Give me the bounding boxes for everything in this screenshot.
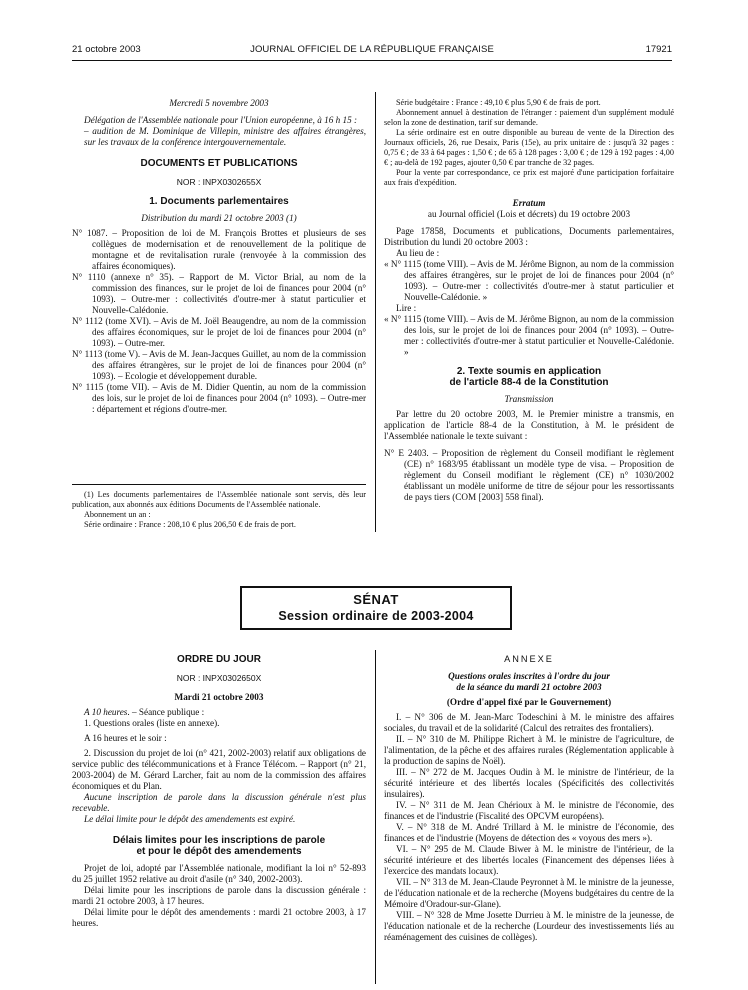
erratum-text: Page 17858, Documents et publications, Documents parlementaires, Distribution du lundi 20 octobre 2003 : — [384, 226, 674, 247]
erratum-quote-old: « N° 1115 (tome VIII). – Avis de M. Jérôme Bignon, au nom de la commission des affaires étrangères, sur le projet de loi de finances pour 2004 (n° 1093). – Outre-mer : collectivités d'outre-mer à statut particulier et Nouvelle-Calédonie. » — [384, 259, 674, 302]
lire-label: Lire : — [396, 303, 417, 313]
question-item: II. – N° 310 de M. Philippe Richert à M. le ministre de l'agriculture, de l'alimentation, de la pêche et des affaires rurales (Réglementation applicable à la production de sapins de Noël). — [384, 734, 674, 766]
day-heading: Mercredi 5 novembre 2003 — [169, 98, 269, 108]
header-journal-title: JOURNAL OFFICIEL DE LA RÉPUBLIQUE FRANÇAISE — [250, 44, 494, 55]
ne-2403-item: N° E 2403. – Proposition de règlement du Conseil modifiant le règlement (CE) n° 1683/95 établissant un modèle type de visa. – Proposition de règlement du Conseil modifiant le règlement (CE) n° 1030/2002 établissant un modèle uniforme de titre de séjour pour les ressortissants de pays tiers (COM [2003] 558 final). — [384, 448, 674, 502]
questions-orales-line: 1. Questions orales (liste en annexe). — [84, 718, 220, 728]
question-item: IV. – N° 311 de M. Jean Chérioux à M. le ministre de l'économie, des finances et de l'industrie (Fiscalité des OPCVM européens). — [384, 800, 674, 821]
transmission-text: Par lettre du 20 octobre 2003, M. le Premier ministre a transmis, en application de l'article 88-4 de la Constitution, à M. le président de l'Assemblée nationale le texte suivant : — [384, 409, 674, 441]
abonnement-etranger: Abonnement annuel à destination de l'étranger : paiement d'un supplément modulé selon la zone de destination, tarif sur demande. — [384, 108, 674, 127]
question-item: VII. – N° 313 de M. Jean-Claude Peyronnet à M. le ministre de la jeunesse, de l'éducation nationale et de la recherche (Moyens budgétaires du centre de la Mémoire d'Oradour-sur-Glane). — [384, 877, 674, 909]
doc-item: N° 1087. – Proposition de loi de M. François Brottes et plusieurs de ses collègues de modernisation et de renouvellement de la politique de montagne et de revitalisation rurale (renvoyée à la commission des affaires économiques). — [72, 228, 366, 271]
a10-line — [72, 707, 366, 718]
question-item: VI. – N° 295 de M. Claude Biwer à M. le ministre de l'intérieur, de la sécurité intérieure et des libertés locales (Financement des dépenses liées à l'exercice des mandats locaux). — [384, 844, 674, 876]
question-item: III. – N° 272 de M. Jacques Oudin à M. le ministre de l'intérieur, de la sécurité intérieure et des libertés locales (Spécificités des collectivités insulaires). — [384, 767, 674, 799]
vente-info: La série ordinaire est en outre disponible au bureau de vente de la Direction des Journaux officiels, 26, rue Desaix, Paris (15e), au prix unitaire de : jusqu'à 32 pages : 0,75 € ; de 33 à 64 pages : 1,50 € ; de 65 à 128 pages : 3,00 € ; de 129 à 192 pages : 4,00 € ; au-delà de 192 pages, ajouter 0,50 € par tranche de 32 pages. — [384, 128, 674, 167]
texte-soumis-subtitle: de l'article 88-4 de la Constitution — [449, 377, 609, 388]
nor-reference-senat: NOR : INPX0302650X — [176, 673, 262, 683]
delais-title: Délais limites pour les inscriptions de parole — [112, 835, 326, 846]
annexe-title: ANNEXE — [504, 654, 554, 664]
abonnement-label: Abonnement un an : — [84, 510, 151, 519]
nor-reference: NOR : INPX0302655X — [176, 177, 262, 187]
projet-de-loi: Projet de loi, adopté par l'Assemblée nationale, modifiant la loi n° 52-893 du 25 juillet 1952 relative au droit d'asile (n° 340, 2002-2003). — [72, 863, 366, 884]
ordre-du-jour-title: ORDRE DU JOUR — [177, 654, 261, 665]
delai-expire: Le délai limite pour le dépôt des amendements est expiré. — [84, 814, 296, 824]
erratum-title: Erratum — [512, 198, 546, 208]
question-item: VIII. – N° 328 de Mme Josette Durrieu à M. le ministre de la jeunesse, de l'éducation nationale et de la recherche (Lourdeur des investissements liés au réaménagement des cuisines de collèges). — [384, 910, 674, 942]
header-page-number: 17921 — [645, 44, 672, 55]
header-date: 21 octobre 2003 — [72, 44, 141, 55]
right-top-column — [384, 98, 674, 503]
correspondance-info: Pour la vente par correspondance, ce prix est majoré d'une participation forfaitaire aux frais d'expédition. — [384, 168, 674, 187]
doc-item: N° 1112 (tome XVI). – Avis de M. Joël Beaugendre, au nom de la commission des affaires économiques, sur le projet de loi de finances pour 2004 (n° 1093). – Outre-mer. — [72, 316, 366, 348]
ordre-appel: (Ordre d'appel fixé par le Gouvernement) — [446, 697, 612, 707]
texte-soumis-title: 2. Texte soumis en application — [456, 366, 602, 377]
column-divider-bottom — [375, 650, 376, 984]
left-top-column — [72, 98, 366, 415]
doc-item: N° 1113 (tome V). – Avis de M. Jean-Jacques Guillet, au nom de la commission des affaires étrangères, sur le projet de loi de finances pour 2004 (n° 1093). – Ecologie et développement durable. — [72, 349, 366, 381]
questions-title: Questions orales inscrites à l'ordre du jour — [448, 671, 610, 681]
column-divider-top — [375, 92, 376, 532]
a10-rest: . – Séance publique : — [127, 707, 205, 717]
footnote-text: (1) Les documents parlementaires de l'Assemblée nationale sont servis, dès leur publication, aux abonnés aux éditions Documents de l'Assemblée nationale. — [72, 490, 366, 509]
a16-line: A 16 heures et le soir : — [84, 733, 167, 743]
pricing-block — [384, 98, 674, 188]
distribution-line: Distribution du mardi 21 octobre 2003 (1) — [141, 213, 297, 223]
footnote-block — [72, 490, 366, 530]
transmission-title: Transmission — [504, 394, 554, 404]
audition-text: – audition de M. Dominique de Villepin, ministre des affaires étrangères, sur les travaux de la conférence intergouvernementale. — [84, 126, 366, 147]
delais-subtitle: et pour le dépôt des amendements — [136, 846, 302, 857]
a10-time: A 10 heures — [84, 707, 128, 717]
doc-item: N° 1110 (annexe n° 35). – Rapport de M. Victor Brial, au nom de la commission des finances, sur le projet de loi de finances pour 2004 (n° 1093). – Outre-mer : collectivités d'outre-mer à statut particulier et Nouvelle-Calédonie. — [72, 272, 366, 315]
serie-ordinaire-price: Série ordinaire : France : 208,10 € plus 206,50 € de frais de port. — [84, 520, 296, 529]
delai-amendements: Délai limite pour le dépôt des amendements : mardi 21 octobre 2003, à 17 heures. — [72, 907, 366, 928]
seance-day: Mardi 21 octobre 2003 — [174, 692, 264, 702]
page-header — [72, 44, 672, 58]
questions-subtitle: de la séance du mardi 21 octobre 2003 — [456, 682, 602, 692]
senat-banner — [240, 586, 512, 630]
delai-parole: Délai limite pour les inscriptions de parole dans la discussion générale : mardi 21 octobre 2003, à 17 heures. — [72, 885, 366, 906]
left-bottom-column — [72, 654, 366, 929]
discussion-text: 2. Discussion du projet de loi (n° 421, 2002-2003) relatif aux obligations de service public des télécommunications et à France Télécom. – Rapport (n° 21, 2003-2004) de M. Gérard Larcher, fait au nom de la commission des affaires économiques et du Plan. — [72, 748, 366, 791]
doc-item: N° 1115 (tome VII). – Avis de M. Didier Quentin, au nom de la commission des lois, sur le projet de loi de finances pour 2004 (n° 1093). – Outre-mer : département et régions d'outre-mer. — [72, 382, 366, 414]
question-item: I. – N° 306 de M. Jean-Marc Todeschini à M. le ministre des affaires sociales, du travail et de la solidarité (Calcul des retraites des frontaliers). — [384, 712, 674, 733]
serie-budgetaire-price: Série budgétaire : France : 49,10 € plus 5,90 € de frais de port. — [396, 98, 601, 107]
footnote-rule — [72, 484, 366, 485]
erratum-quote-new: « N° 1115 (tome VIII). – Avis de M. Jérôme Bignon, au nom de la commission des lois, sur le projet de loi de finances pour 2004 (n° 1093). – Outre-mer : collectivités d'outre-mer à statut particulier et Nouvelle-Calédonie. » — [384, 314, 674, 357]
erratum-subtitle: au Journal officiel (Lois et décrets) du 19 octobre 2003 — [427, 209, 631, 219]
question-item: V. – N° 318 de M. André Trillard à M. le ministre de l'économie, des finances et de l'industrie (Moyens de détection des « voyous des mers »). — [384, 822, 674, 843]
delegation-text: Délégation de l'Assemblée nationale pour l'Union européenne, à 16 h 15 : — [84, 115, 358, 125]
senat-title: SÉNAT — [353, 592, 399, 607]
aucune-inscription: Aucune inscription de parole dans la discussion générale n'est plus recevable. — [72, 792, 366, 813]
au-lieu-de: Au lieu de : — [396, 248, 440, 258]
documents-title: DOCUMENTS ET PUBLICATIONS — [140, 158, 298, 169]
parliamentary-docs-title: 1. Documents parlementaires — [149, 196, 289, 207]
header-rule — [72, 60, 672, 61]
session-title: Session ordinaire de 2003-2004 — [278, 609, 474, 623]
right-bottom-column — [384, 654, 674, 943]
